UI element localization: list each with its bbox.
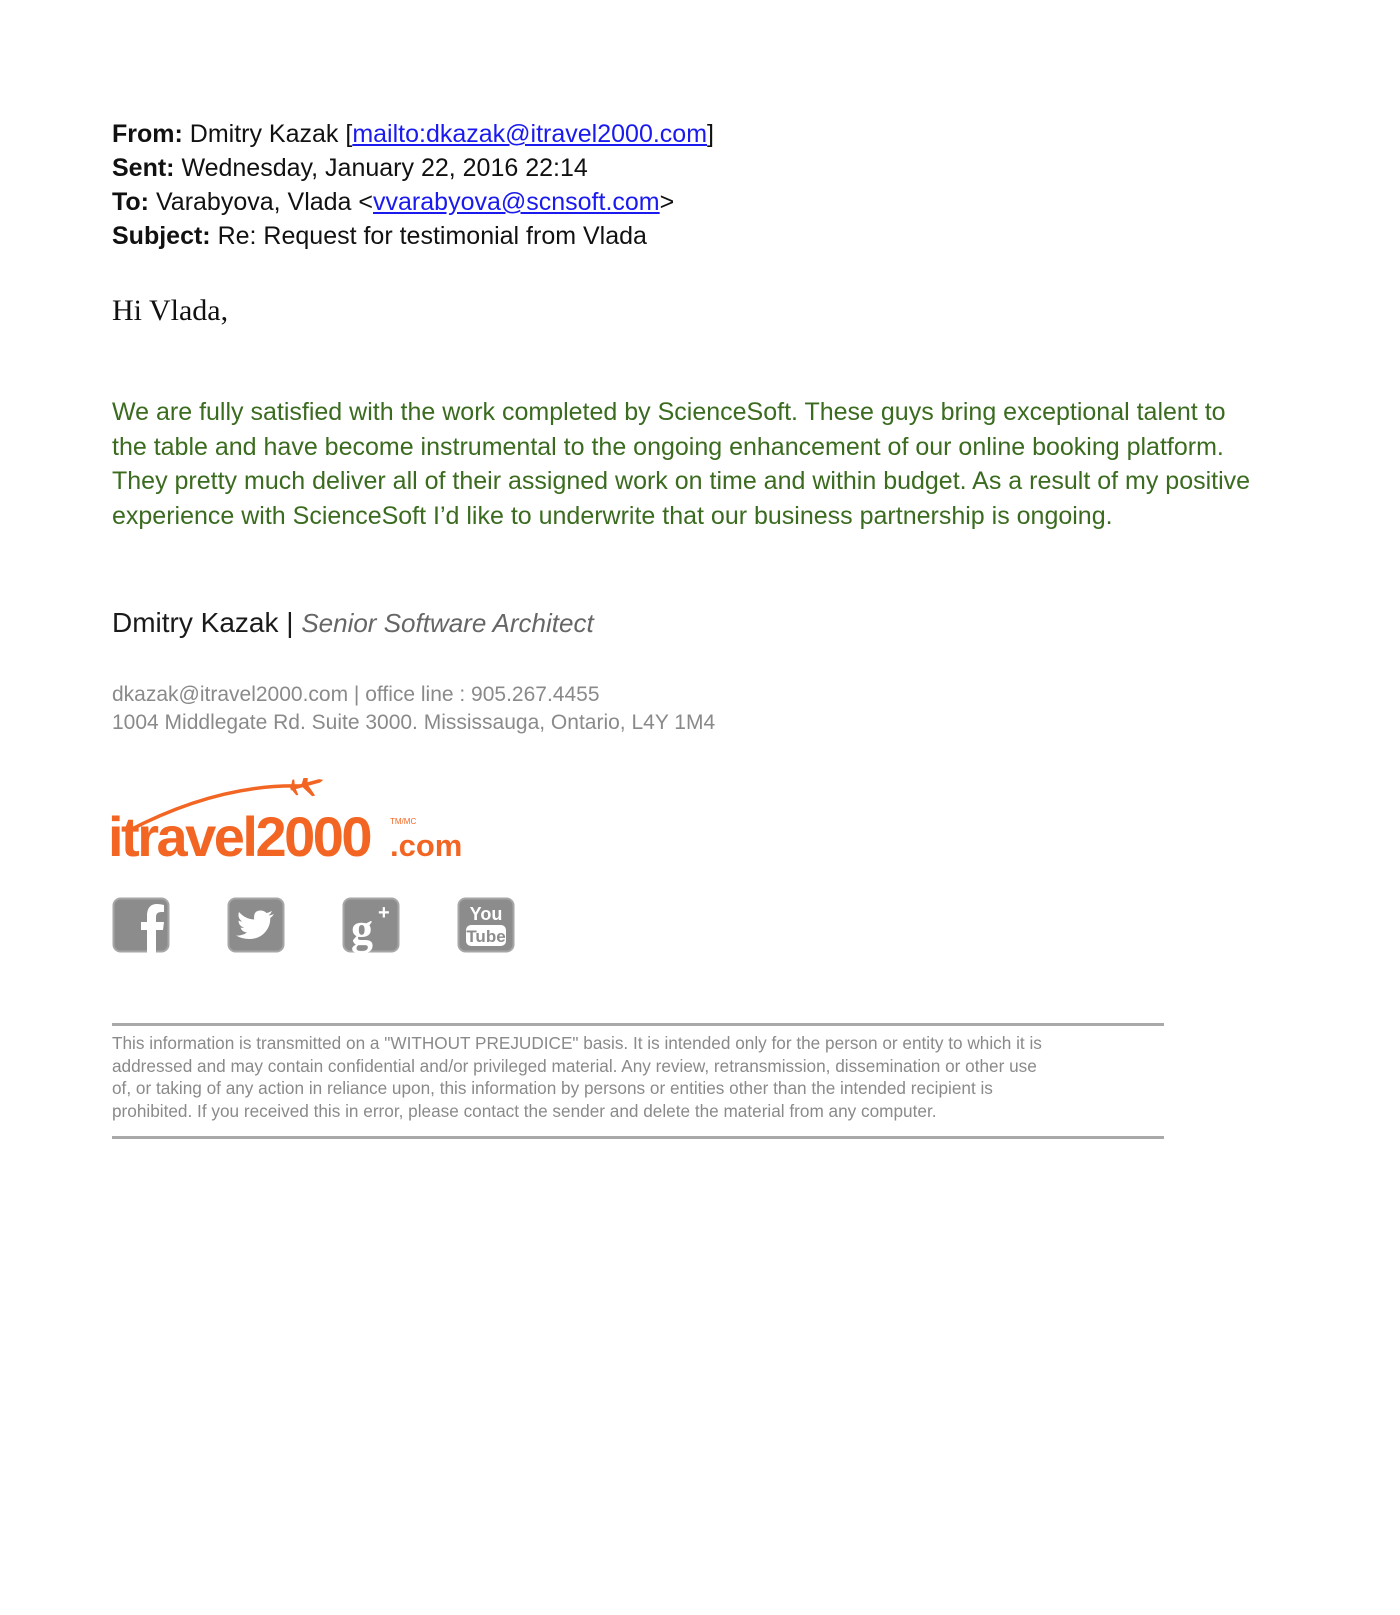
logo-suffix: .com bbox=[390, 828, 463, 863]
greeting: Hi Vlada, bbox=[112, 294, 229, 327]
to-label: To: bbox=[112, 188, 150, 216]
from-bracket-close: ] bbox=[707, 120, 714, 148]
from-name: Dmitry Kazak bbox=[189, 120, 339, 148]
svg-text:+: + bbox=[378, 902, 390, 924]
disclaimer-line: of, or taking of any action in reliance upon, this information by persons or entities other than the intended recipient is bbox=[112, 1078, 993, 1098]
signature-name-line bbox=[112, 607, 594, 639]
signature-contact: dkazak@itravel2000.com | office line : 905.267.4455 bbox=[112, 683, 600, 706]
to-email-link[interactable]: vvarabyova@scnsoft.com bbox=[373, 188, 660, 216]
svg-text:g: g bbox=[351, 905, 373, 953]
disclaimer-line: addressed and may contain confidential and/or privileged material. Any review, retransmission, dissemination or other use bbox=[112, 1055, 1037, 1076]
to-bracket-open: < bbox=[358, 188, 374, 216]
to-name: Varabyova, Vlada bbox=[155, 188, 352, 216]
to-line bbox=[112, 187, 674, 217]
youtube-label-top: You bbox=[469, 904, 503, 924]
body-line: We are fully satisfied with the work completed by ScienceSoft. These guys bring exceptional talent to bbox=[112, 398, 1226, 426]
sent-label: Sent: bbox=[112, 154, 175, 182]
signature-name: Dmitry Kazak bbox=[112, 607, 279, 638]
disclaimer-line: prohibited. If you received this in error, please contact the sender and delete the material from any computer. bbox=[112, 1100, 937, 1121]
from-bracket-open: [ bbox=[345, 120, 353, 148]
airplane-icon bbox=[287, 778, 327, 801]
sent-value: Wednesday, January 22, 2016 22:14 bbox=[181, 154, 588, 182]
logo-trademark: TM/MC bbox=[390, 817, 417, 826]
body-line: the table and have become instrumental to the ongoing enhancement of our online booking platform. bbox=[112, 432, 1224, 461]
subject-label: Subject: bbox=[112, 222, 211, 250]
signature-separator: | bbox=[286, 607, 294, 638]
youtube-label-bottom: Tube bbox=[466, 927, 506, 946]
youtube-icon[interactable] bbox=[457, 897, 515, 953]
disclaimer-top-rule bbox=[112, 1023, 1164, 1026]
facebook-icon[interactable] bbox=[112, 897, 170, 953]
sent-line bbox=[112, 153, 588, 183]
subject-line bbox=[112, 221, 647, 251]
from-line bbox=[112, 119, 714, 149]
to-bracket-close: > bbox=[659, 188, 675, 216]
message-body bbox=[112, 395, 1342, 533]
twitter-icon[interactable] bbox=[227, 897, 285, 953]
google-plus-icon[interactable] bbox=[342, 897, 400, 953]
disclaimer-line: This information is transmitted on a "WITHOUT PREJUDICE" basis. It is intended only for the person or entity to which it is bbox=[112, 1033, 1042, 1053]
itravel2000-logo bbox=[108, 778, 478, 878]
signature-title: Senior Software Architect bbox=[301, 608, 594, 638]
disclaimer bbox=[112, 1032, 1172, 1122]
logo-brand: itravel2000 bbox=[108, 805, 371, 868]
disclaimer-bottom-rule bbox=[112, 1136, 1164, 1139]
body-line: experience with ScienceSoft I’d like to underwrite that our business partnership is ongoing. bbox=[112, 501, 1113, 530]
subject-value: Re: Request for testimonial from Vlada bbox=[217, 222, 647, 250]
signature-address: 1004 Middlegate Rd. Suite 3000. Mississauga, Ontario, L4Y 1M4 bbox=[112, 711, 716, 734]
body-line: They pretty much deliver all of their assigned work on time and within budget. As a result of my positive bbox=[112, 467, 1251, 495]
from-email-link[interactable]: mailto:dkazak@itravel2000.com bbox=[352, 120, 708, 148]
from-label: From: bbox=[112, 120, 183, 148]
